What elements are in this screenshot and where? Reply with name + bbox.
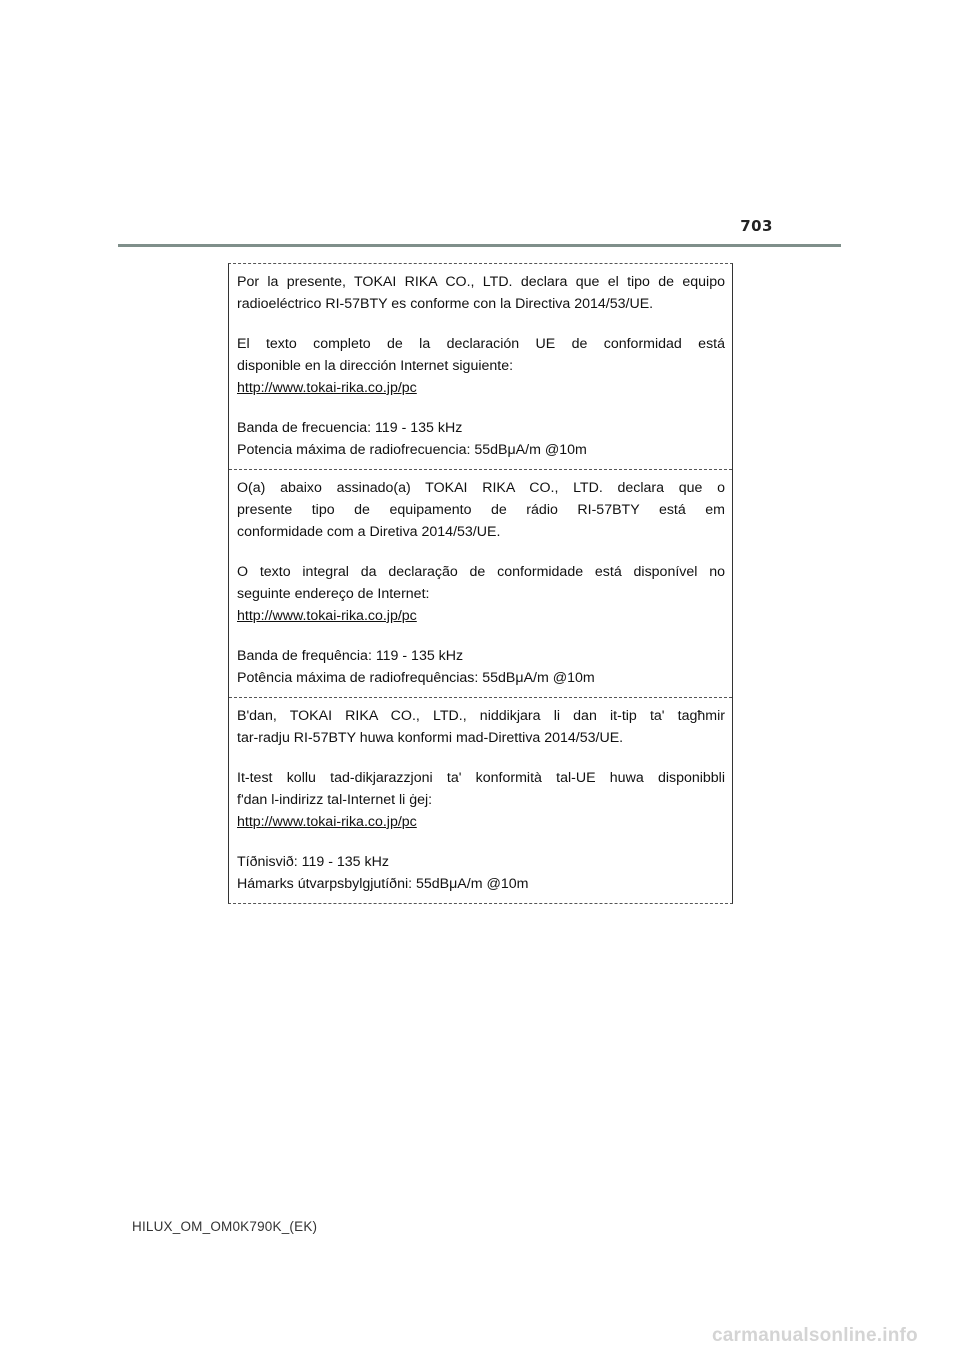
header-rule (118, 244, 841, 247)
text-line: It-test kollu tad-dikjarazzjoni ta' konformità tal-UE huwa disponibbli (237, 770, 725, 786)
text-line: Banda de frequência: 119 - 135 kHz (237, 648, 464, 664)
text-line: B'dan, TOKAI RIKA CO., LTD., niddikjara li dan it-tip ta' tagħmir (237, 708, 725, 724)
text-line: f'dan l-indirizz tal-Internet li ġej: (237, 792, 433, 808)
text-line: Tíðnisvið: 119 - 135 kHz (237, 854, 389, 870)
text-line: seguinte endereço de Internet: (237, 586, 430, 602)
text-line: Banda de frecuencia: 119 - 135 kHz (237, 420, 463, 436)
text-line: Hámarks útvarpsbylgjutíðni: 55dBμA/m @10m (237, 876, 529, 892)
footer-document-code: HILUX_OM_OM0K790K_(EK) (132, 1219, 318, 1234)
page-number: 703 (740, 217, 773, 235)
text-line: disponible en la dirección Internet siguiente: (237, 358, 514, 374)
text-line: El texto completo de la declaración UE de conformidad está (237, 336, 725, 352)
text-line: tar-radju RI-57BTY huwa konformi mad-Direttiva 2014/53/UE. (237, 730, 624, 746)
text-line: O texto integral da declaração de conformidade está disponível no (237, 564, 725, 580)
frequency-paragraph (237, 851, 725, 895)
declaration-paragraph (237, 271, 725, 315)
text-line: presente tipo de equipamento de rádio RI-57BTY está em (237, 502, 725, 518)
frequency-paragraph (237, 417, 725, 461)
declaration-paragraph (237, 477, 725, 543)
text-line: radioeléctrico RI-57BTY es conforme con la Directiva 2014/53/UE. (237, 296, 654, 312)
text-line: Por la presente, TOKAI RIKA CO., LTD. declara que el tipo de equipo (237, 274, 725, 290)
declaration-section-maltese-icelandic (229, 697, 732, 903)
declaration-section-spanish (229, 264, 732, 469)
declaration-box (228, 263, 733, 904)
declaration-paragraph (237, 561, 725, 627)
conformity-url-link[interactable]: http://www.tokai-rika.co.jp/pc (237, 814, 417, 830)
conformity-url-link[interactable]: http://www.tokai-rika.co.jp/pc (237, 608, 417, 624)
declaration-paragraph (237, 705, 725, 749)
conformity-url-link[interactable]: http://www.tokai-rika.co.jp/pc (237, 380, 417, 396)
declaration-paragraph (237, 333, 725, 399)
declaration-paragraph (237, 767, 725, 833)
text-line: O(a) abaixo assinado(a) TOKAI RIKA CO., LTD. declara que o (237, 480, 725, 496)
text-line: conformidade com a Diretiva 2014/53/UE. (237, 524, 501, 540)
frequency-paragraph (237, 645, 725, 689)
watermark-text: carmanualsonline.info (712, 1325, 918, 1346)
text-line: Potência máxima de radiofrequências: 55dBμA/m @10m (237, 670, 595, 686)
text-line: Potencia máxima de radiofrecuencia: 55dBμA/m @10m (237, 442, 587, 458)
declaration-section-portuguese (229, 469, 732, 697)
